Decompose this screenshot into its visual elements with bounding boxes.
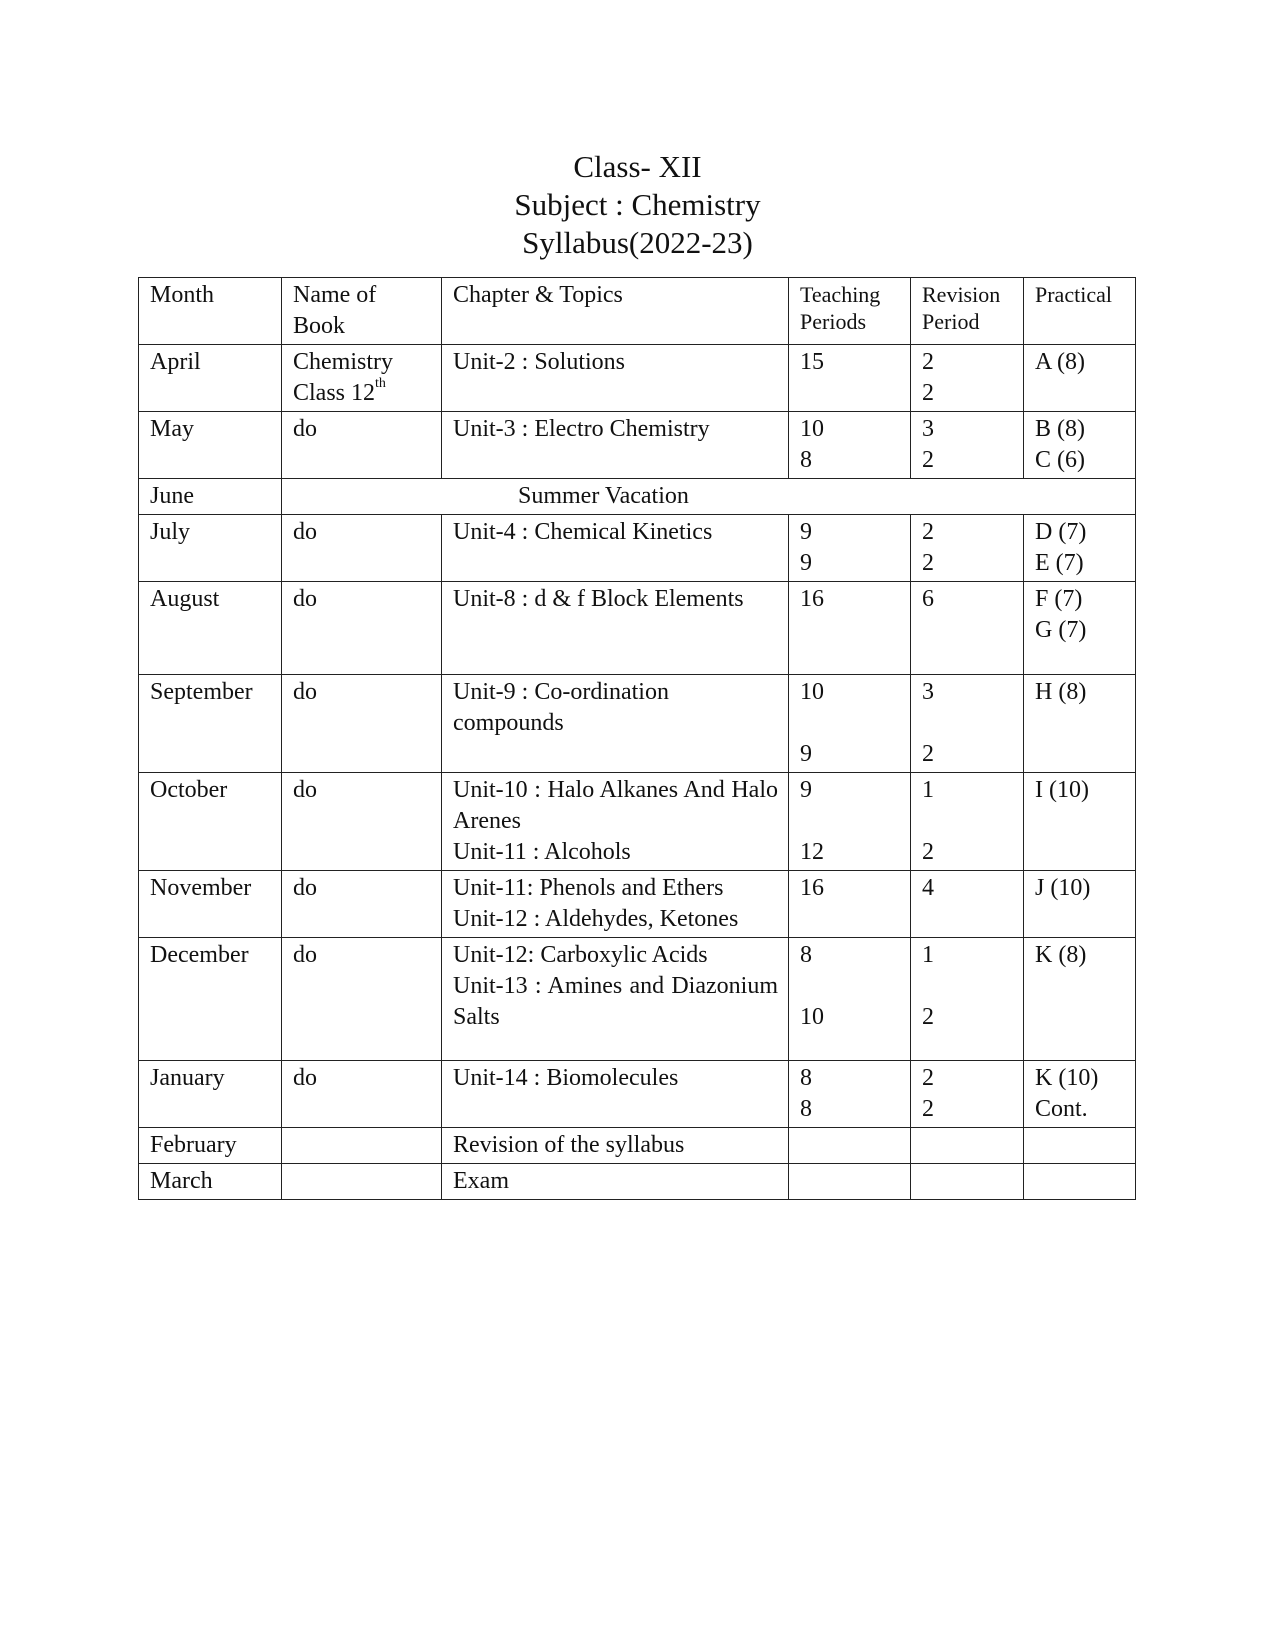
header-book-line: Book — [293, 313, 346, 339]
chapter-line: Unit-2 : Solutions — [453, 349, 626, 375]
syllabus-table — [138, 277, 1136, 1200]
chapter-line: Unit-12: Carboxylic Acids — [453, 942, 708, 968]
cell-revision — [911, 1128, 1024, 1164]
cell-teaching — [789, 871, 911, 938]
cell-practical — [1024, 345, 1136, 412]
cell-revision — [911, 1061, 1024, 1128]
chapter-line: Unit-14 : Biomolecules — [453, 1065, 679, 1091]
table-row — [139, 515, 1136, 582]
cell-month: February — [139, 1128, 282, 1164]
revision-value: 2 — [922, 519, 934, 545]
practical-value: H (8) — [1035, 679, 1087, 705]
revision-value: 2 — [922, 1004, 934, 1030]
book-class-sup: th — [375, 376, 386, 391]
teaching-value: 16 — [800, 875, 824, 901]
cell-teaching — [789, 582, 911, 675]
cell-practical — [1024, 1164, 1136, 1200]
cell-month: January — [139, 1061, 282, 1128]
cell-book: do — [282, 582, 442, 675]
teaching-value: 10 — [800, 1004, 824, 1030]
practical-value: I (10) — [1035, 777, 1089, 803]
spacer — [800, 806, 900, 837]
subject-title: Subject : Chemistry — [514, 187, 761, 222]
revision-value: 1 — [922, 942, 934, 968]
header-chapter: Chapter & Topics — [442, 278, 789, 345]
cell-book: do — [282, 1061, 442, 1128]
cell-book: do — [282, 871, 442, 938]
revision-value: 2 — [922, 550, 934, 576]
cell-practical — [1024, 938, 1136, 1061]
cell-book — [282, 1128, 442, 1164]
cell-chapter — [442, 345, 789, 412]
teaching-value: 9 — [800, 550, 812, 576]
table-row — [139, 412, 1136, 479]
cell-practical — [1024, 871, 1136, 938]
cell-chapter — [442, 871, 789, 938]
practical-value: B (8) — [1035, 416, 1085, 442]
teaching-value: 9 — [800, 741, 812, 767]
teaching-value: 10 — [800, 416, 824, 442]
teaching-value: 10 — [800, 679, 824, 705]
syllabus-title: Syllabus(2022-23) — [522, 225, 753, 260]
practical-value: D (7) — [1035, 519, 1087, 545]
chapter-line: Unit-10 : Halo Alkanes And Halo Arenes — [453, 777, 778, 834]
cell-chapter: Unit-8 : d & f Block Elements — [442, 582, 789, 675]
spacer — [800, 971, 900, 1002]
header-month: Month — [139, 278, 282, 345]
cell-book: do — [282, 515, 442, 582]
cell-chapter: Revision of the syllabus — [442, 1128, 789, 1164]
cell-revision — [911, 1164, 1024, 1200]
teaching-value: 12 — [800, 839, 824, 865]
header-teaching — [789, 278, 911, 345]
practical-value: Cont. — [1035, 1096, 1088, 1122]
cell-month: July — [139, 515, 282, 582]
chapter-line: Unit-3 : Electro Chemistry — [453, 416, 710, 442]
cell-teaching — [789, 515, 911, 582]
practical-value: F (7) — [1035, 586, 1083, 612]
cell-book — [282, 1164, 442, 1200]
cell-revision — [911, 871, 1024, 938]
revision-value: 2 — [922, 1096, 934, 1122]
practical-value: G (7) — [1035, 617, 1087, 643]
header-revision-line: Period — [922, 309, 980, 334]
cell-month: November — [139, 871, 282, 938]
teaching-value: 8 — [800, 1065, 812, 1091]
chapter-line: Unit-12 : Aldehydes, Ketones — [453, 906, 739, 932]
practical-value: E (7) — [1035, 550, 1084, 576]
cell-practical — [1024, 1061, 1136, 1128]
book-class-text: Class 12 — [293, 380, 376, 406]
cell-month: April — [139, 345, 282, 412]
chapter-line: Unit-11 : Alcohols — [453, 839, 631, 865]
teaching-value: 9 — [800, 519, 812, 545]
cell-chapter — [442, 412, 789, 479]
cell-book: do — [282, 938, 442, 1061]
practical-value: K (10) — [1035, 1065, 1099, 1091]
teaching-value: 9 — [800, 777, 812, 803]
revision-value: 2 — [922, 380, 934, 406]
cell-month: August — [139, 582, 282, 675]
cell-month: May — [139, 412, 282, 479]
spacer — [800, 708, 900, 739]
revision-value: 2 — [922, 839, 934, 865]
cell-practical — [1024, 675, 1136, 773]
practical-value: C (6) — [1035, 447, 1085, 473]
cell-practical — [1024, 515, 1136, 582]
practical-value: K (8) — [1035, 942, 1087, 968]
cell-book: do — [282, 675, 442, 773]
table-row — [139, 582, 1136, 675]
header-practical: Practical — [1024, 278, 1136, 345]
practical-value: J (10) — [1035, 875, 1091, 901]
cell-revision — [911, 345, 1024, 412]
header-book — [282, 278, 442, 345]
cell-month: October — [139, 773, 282, 871]
cell-revision — [911, 412, 1024, 479]
cell-practical — [1024, 1128, 1136, 1164]
table-row — [139, 938, 1136, 1061]
cell-practical — [1024, 582, 1136, 675]
cell-practical — [1024, 773, 1136, 871]
cell-teaching — [789, 675, 911, 773]
revision-value: 2 — [922, 447, 934, 473]
cell-practical — [1024, 412, 1136, 479]
cell-teaching — [789, 1128, 911, 1164]
chapter-line: Unit-13 : Amines and Diazonium Salts — [453, 973, 778, 1030]
header-revision-line: Revision — [922, 282, 1001, 307]
revision-value: 2 — [922, 349, 934, 375]
teaching-value: 15 — [800, 349, 824, 375]
cell-chapter: Exam — [442, 1164, 789, 1200]
table-row — [139, 1128, 1136, 1164]
cell-teaching — [789, 1164, 911, 1200]
cell-revision — [911, 515, 1024, 582]
cell-teaching — [789, 1061, 911, 1128]
header-teaching-line: Teaching — [800, 282, 881, 307]
teaching-value: 16 — [800, 586, 824, 612]
cell-teaching — [789, 773, 911, 871]
cell-month: March — [139, 1164, 282, 1200]
class-title: Class- XII — [573, 149, 702, 184]
table-row — [139, 871, 1136, 938]
revision-value: 2 — [922, 741, 934, 767]
book-name-line: Chemistry — [293, 349, 393, 375]
cell-month: December — [139, 938, 282, 1061]
cell-chapter — [442, 773, 789, 871]
spacer — [922, 806, 1013, 837]
cell-teaching — [789, 345, 911, 412]
header-teaching-line: Periods — [800, 309, 866, 334]
spacer — [922, 971, 1013, 1002]
teaching-value: 8 — [800, 1096, 812, 1122]
cell-revision — [911, 773, 1024, 871]
cell-book: do — [282, 773, 442, 871]
revision-value: 3 — [922, 416, 934, 442]
cell-revision — [911, 582, 1024, 675]
cell-month: June — [139, 479, 282, 515]
cell-teaching — [789, 938, 911, 1061]
table-row — [139, 773, 1136, 871]
table-row — [139, 345, 1136, 412]
spacer — [922, 708, 1013, 739]
cell-revision — [911, 675, 1024, 773]
chapter-line: Unit-4 : Chemical Kinetics — [453, 519, 713, 545]
book-class-line — [293, 378, 431, 409]
cell-chapter — [442, 515, 789, 582]
revision-value: 1 — [922, 777, 934, 803]
cell-revision — [911, 938, 1024, 1061]
cell-chapter: Unit-9 : Co-ordination compounds — [442, 675, 789, 773]
revision-value: 4 — [922, 875, 934, 901]
practical-value: A (8) — [1035, 349, 1085, 375]
header-book-line: Name of — [293, 282, 377, 308]
cell-chapter — [442, 1061, 789, 1128]
table-header-row — [139, 278, 1136, 345]
table-row — [139, 1061, 1136, 1128]
cell-teaching — [789, 412, 911, 479]
document-title-block — [0, 148, 1275, 262]
revision-value: 2 — [922, 1065, 934, 1091]
teaching-value: 8 — [800, 942, 812, 968]
table-row — [139, 479, 1136, 515]
table-row — [139, 1164, 1136, 1200]
revision-value: 3 — [922, 679, 934, 705]
revision-value: 6 — [922, 586, 934, 612]
cell-month: September — [139, 675, 282, 773]
cell-book: do — [282, 412, 442, 479]
cell-book — [282, 345, 442, 412]
table-row — [139, 675, 1136, 773]
cell-chapter — [442, 938, 789, 1061]
header-revision — [911, 278, 1024, 345]
chapter-line: Unit-11: Phenols and Ethers — [453, 875, 724, 901]
cell-vacation: Summer Vacation — [282, 479, 1136, 515]
teaching-value: 8 — [800, 447, 812, 473]
